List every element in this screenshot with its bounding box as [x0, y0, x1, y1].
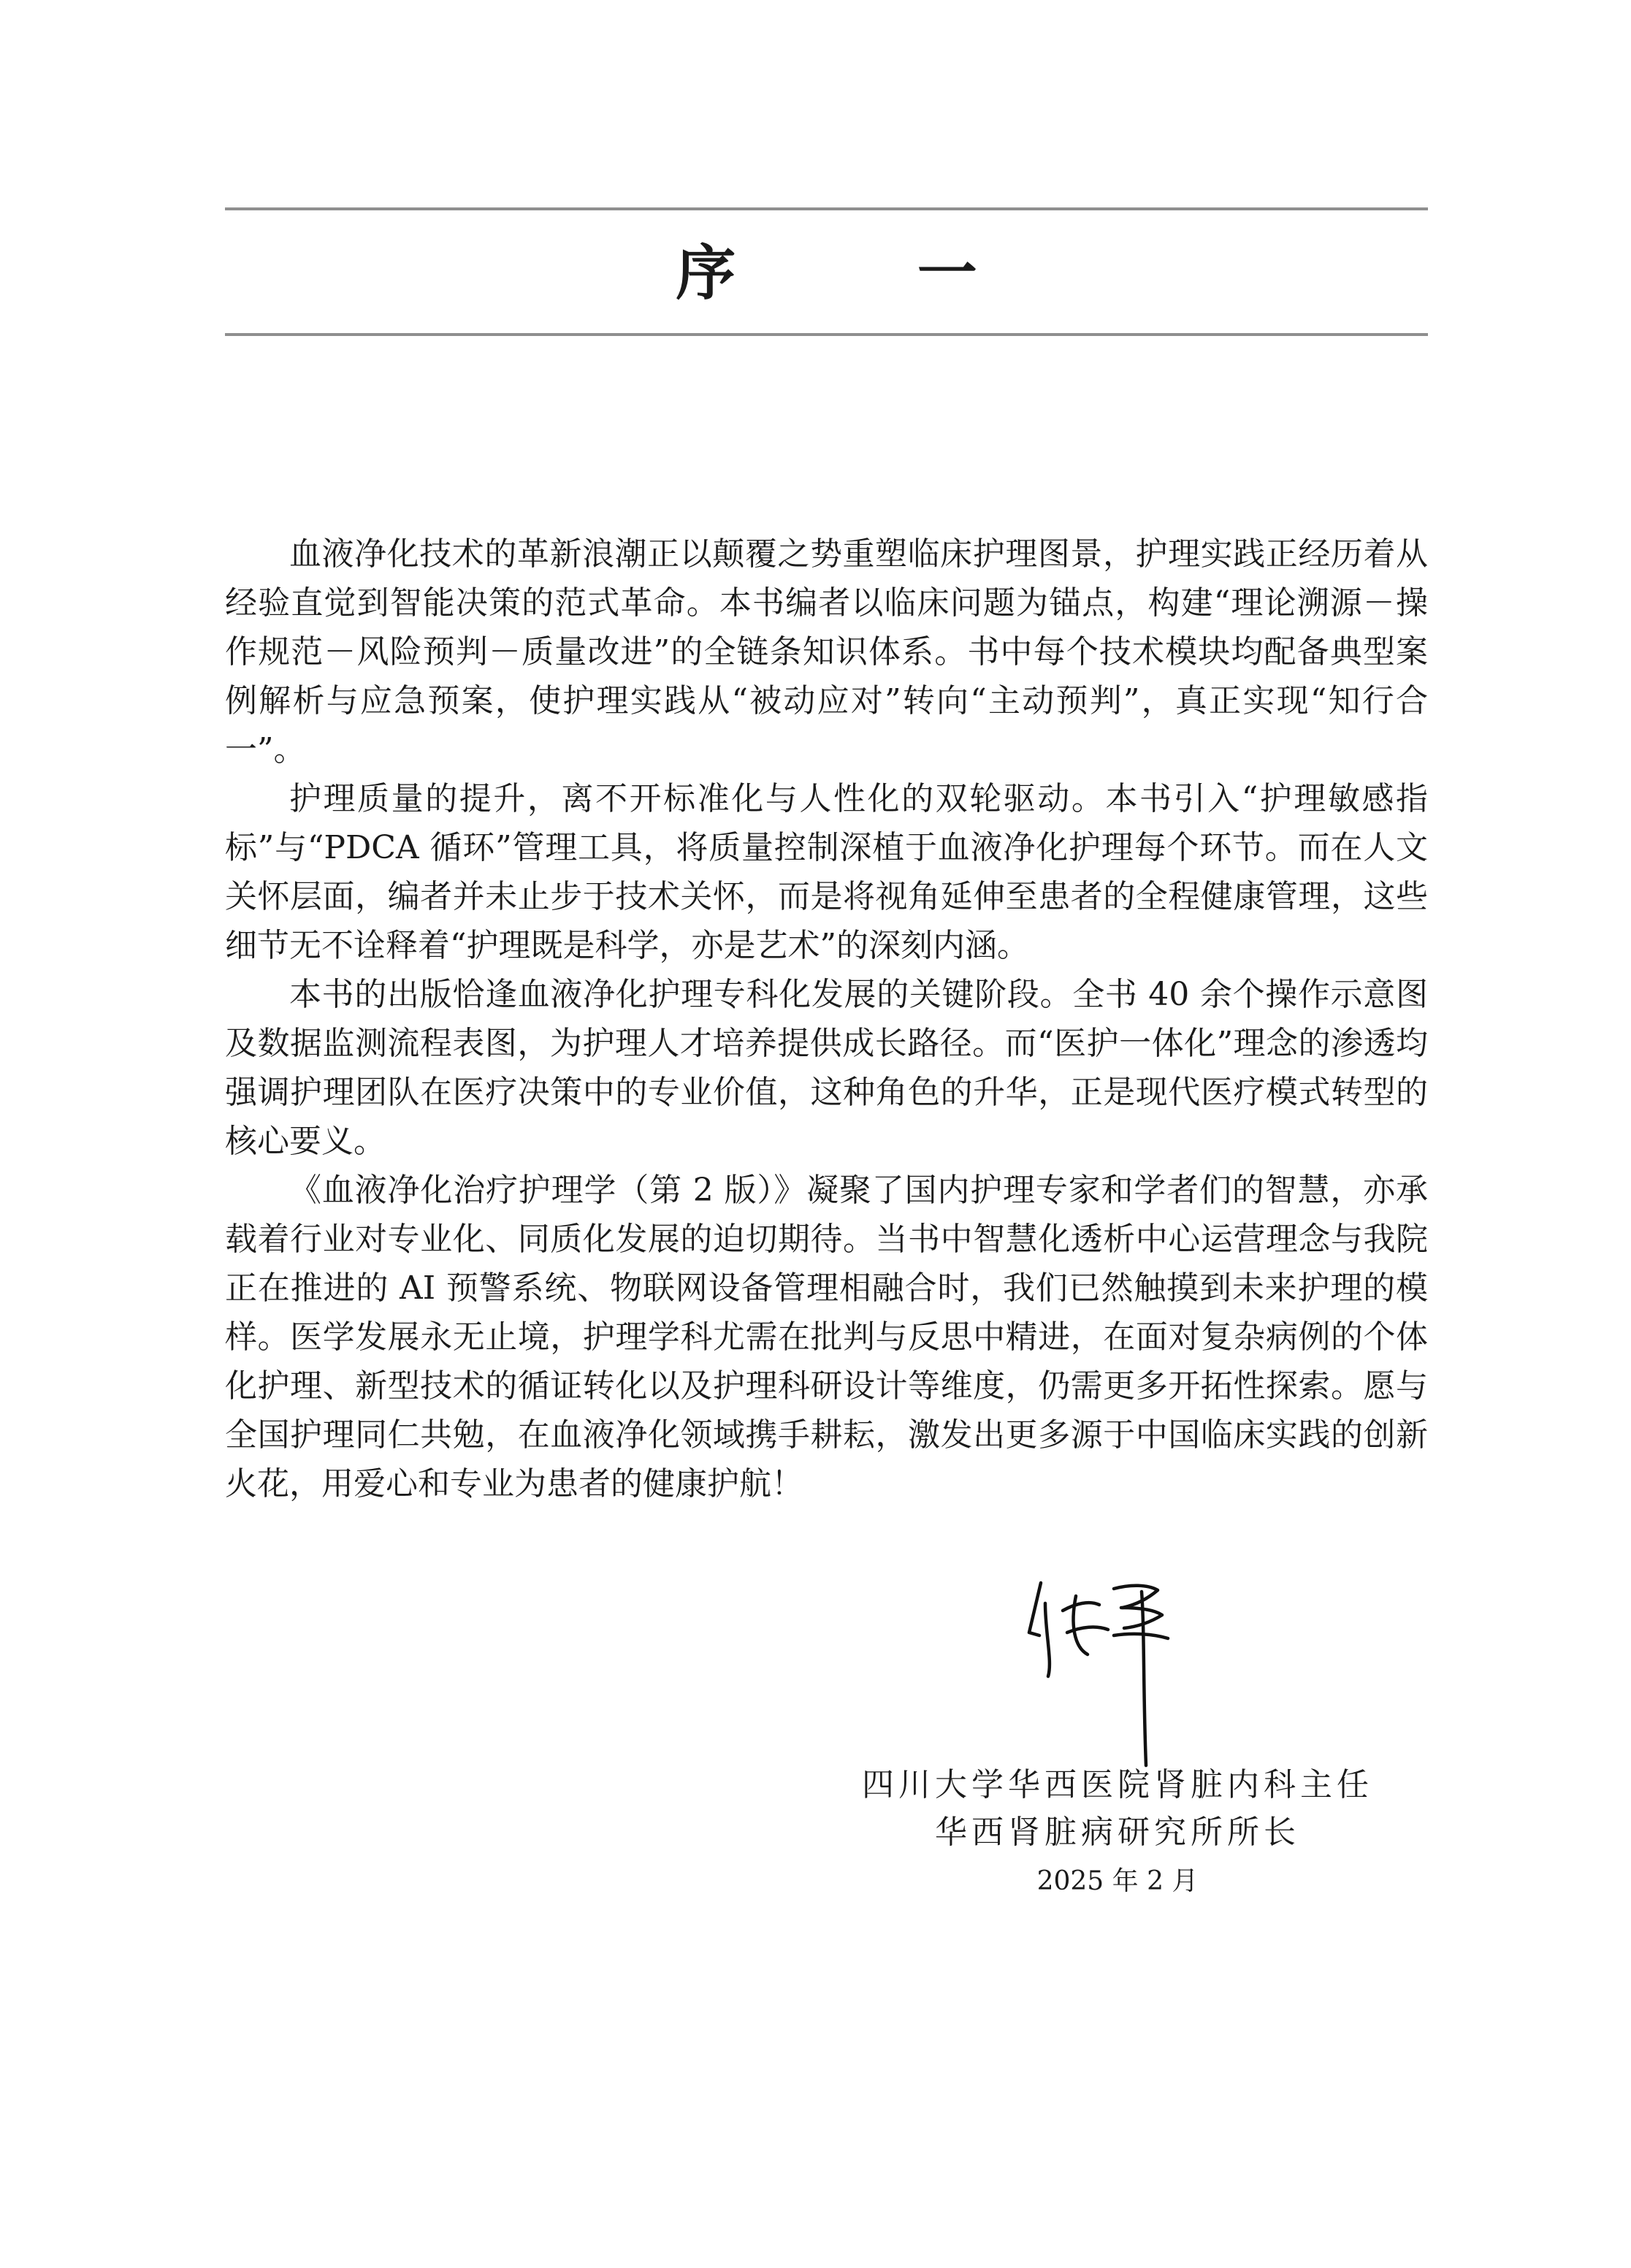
- paragraph: 本书的出版恰逢血液净化护理专科化发展的关键阶段。全书 40 余个操作示意图及数据监测流程表图，为护理人才培养提供成长路径。而“医护一体化”理念的渗透均强调护理团队在医疗决策中的专业价值，这种角色的升华，正是现代医疗模式转型的核心要义。: [225, 976, 1428, 1160]
- paragraph: 护理质量的提升，离不开标准化与人性化的双轮驱动。本书引入“护理敏感指标”与“PDCA 循环”管理工具，将质量控制深植于血液净化护理每个环节。而在人文关怀层面，编者并未止步于技术关怀，而是将视角延伸至患者的全程健康管理，这些细节无不诠释着“护理既是科学，亦是艺术”的深刻内涵。: [225, 780, 1428, 964]
- paragraph: 血液净化技术的革新浪潮正以颠覆之势重塑临床护理图景，护理实践正经历着从经验直觉到智能决策的范式革命。本书编者以临床问题为锚点，构建“理论溯源－操作规范－风险预判－质量改进”的全链条知识体系。书中每个技术模块均配备典型案例解析与应急预案，使护理实践从“被动应对”转向“主动预判”，真正实现“知行合一”。: [225, 535, 1428, 768]
- paragraph: 《血液净化治疗护理学（第 2 版）》凝聚了国内护理专家和学者们的智慧，亦承载着行业对专业化、同质化发展的迫切期待。当书中智慧化透析中心运营理念与我院正在推进的 AI 预警系统、物联网设备管理相融合时，我们已然触摸到未来护理的模样。医学发展永无止境，护理学科尤需在批判与反思中精进，在面对复杂病例的个体化护理、新型技术的循证转化以及护理科研设计等维度，仍需更多开拓性探索。愿与全国护理同仁共勉，在血液净化领域携手耕耘，激发出更多源于中国临床实践的创新火花，用爱心和专业为患者的健康护航！: [225, 1172, 1428, 1503]
- author-affiliation: 四川大学华西医院肾脏内科主任: [862, 1766, 1373, 1803]
- handwritten-signature: [1019, 1574, 1202, 1771]
- page-title: 序 一: [676, 239, 1058, 308]
- author-title: 华西肾脏病研究所所长: [935, 1814, 1300, 1851]
- top-divider: [225, 207, 1428, 210]
- bottom-divider: [225, 333, 1428, 336]
- preface-body: [225, 530, 1428, 1508]
- signoff-date: 2025 年 2 月: [1036, 1866, 1199, 1896]
